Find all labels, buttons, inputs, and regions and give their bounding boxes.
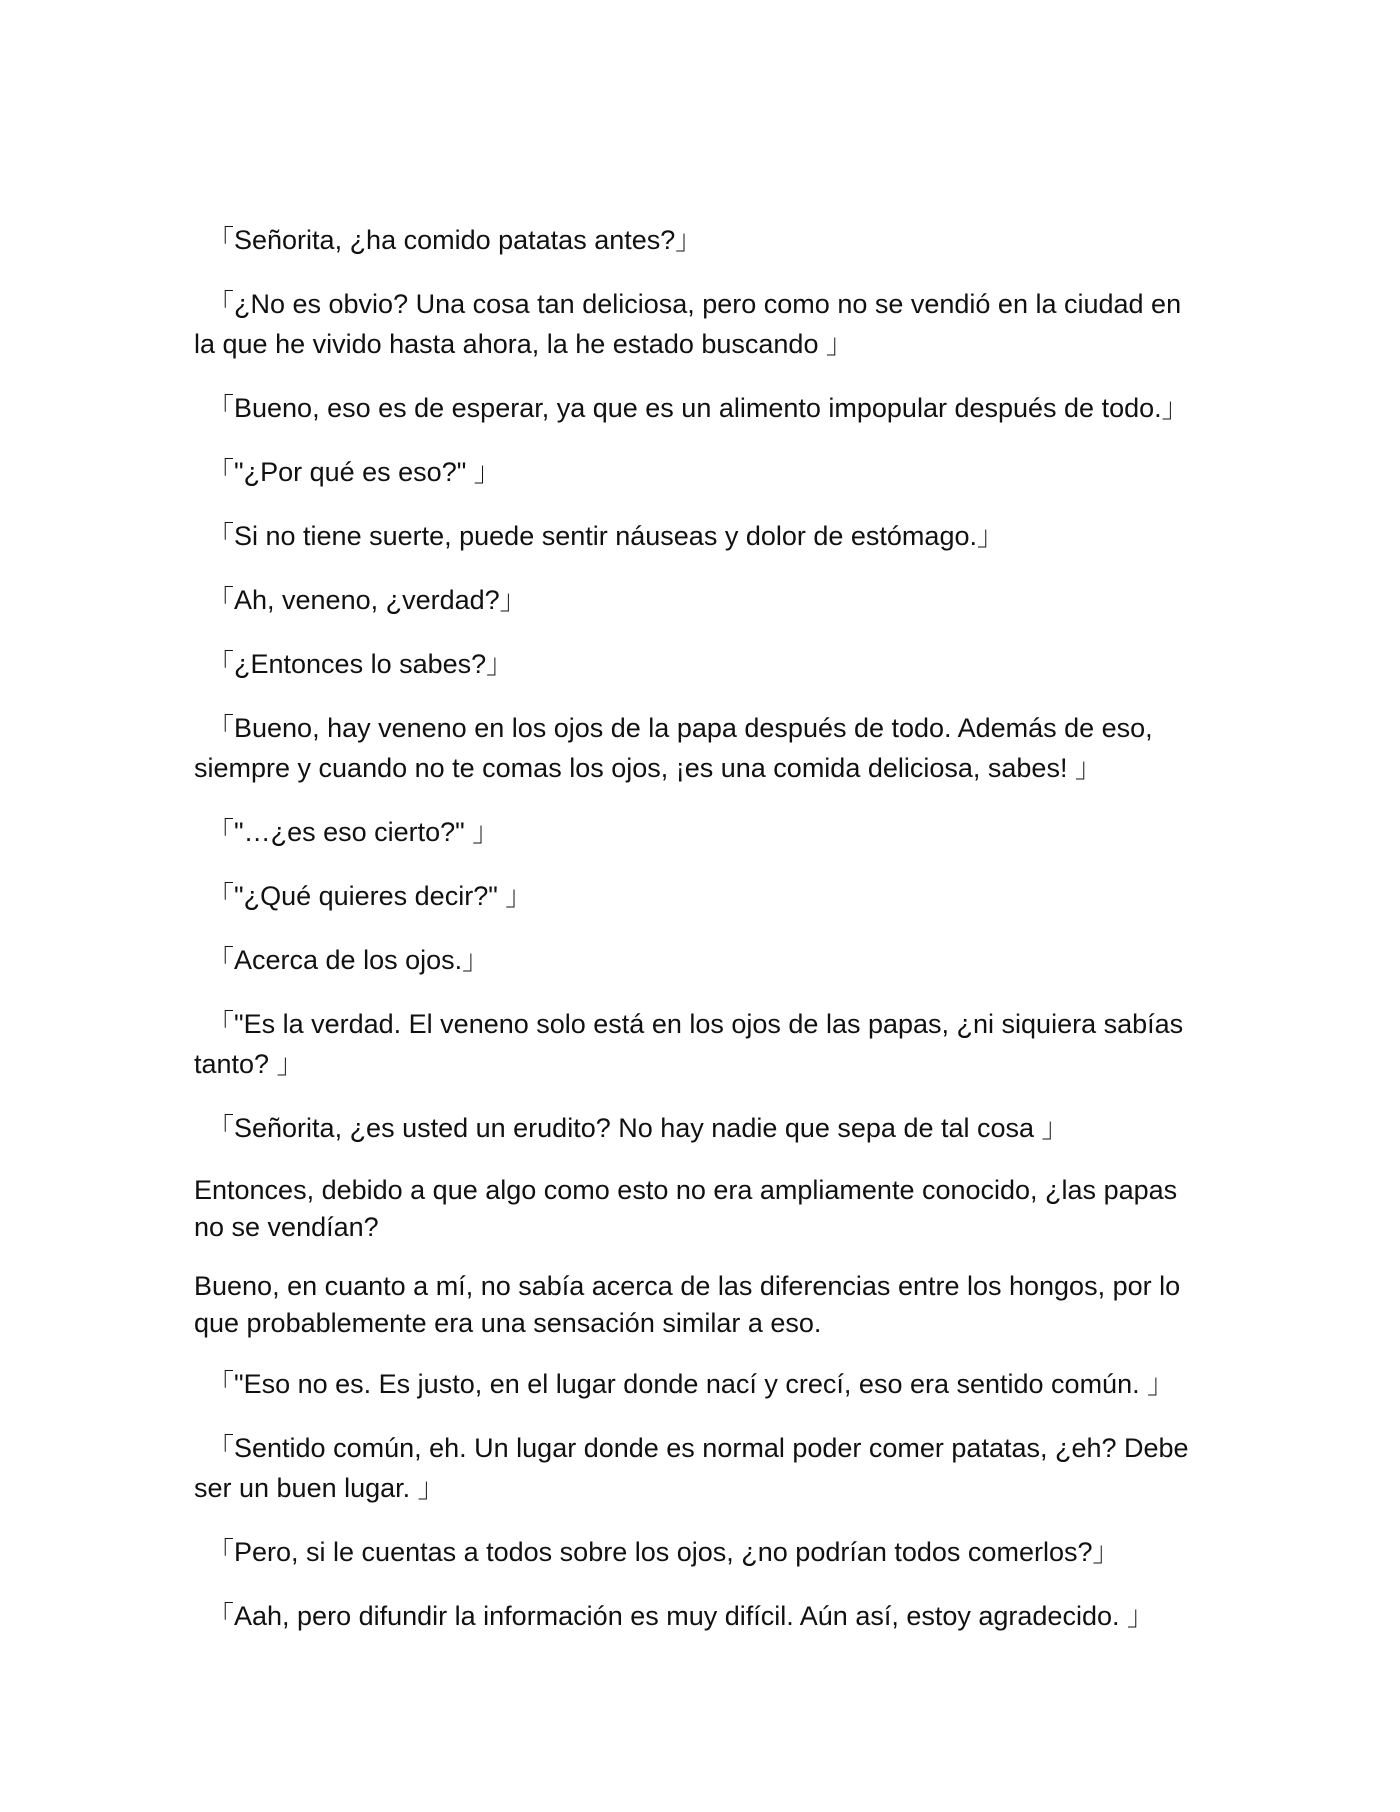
dialogue-paragraph: 「Pero, si le cuentas a todos sobre los ojos, ¿no podrían todos comerlos?」 — [207, 1537, 1120, 1567]
dialogue-paragraph: 「"¿Qué quieres decir?" 」 — [207, 881, 533, 911]
dialogue-paragraph: 「¿No es obvio? Una cosa tan deliciosa, pero como no se vendió en la ciudad en la que he vivido hasta ahora, la he estado buscando 」 — [194, 289, 1182, 359]
dialogue-paragraph: 「Acerca de los ojos.」 — [207, 945, 490, 975]
dialogue-paragraph: 「Ah, veneno, ¿verdad?」 — [207, 585, 527, 615]
dialogue-paragraph: 「Bueno, eso es de esperar, ya que es un alimento impopular después de todo.」 — [207, 393, 1189, 423]
dialogue-paragraph: 「Si no tiene suerte, puede sentir náuseas y dolor de estómago.」 — [207, 521, 1004, 551]
dialogue-paragraph: 「Bueno, hay veneno en los ojos de la papa después de todo. Además de eso, siempre y cuando no te comas los ojos, ¡es una comida deliciosa, sabes! 」 — [194, 713, 1153, 783]
dialogue-paragraph: 「"¿Por qué es eso?" 」 — [207, 457, 501, 487]
dialogue-paragraph: 「"Eso no es. Es justo, en el lugar donde nací y crecí, eso era sentido común. 」 — [207, 1369, 1175, 1399]
dialogue-paragraph: 「Señorita, ¿ha comido patatas antes?」 — [207, 225, 703, 255]
text-column — [194, 220, 1204, 1660]
narration-paragraph: Bueno, en cuanto a mí, no sabía acerca de las diferencias entre los hongos, por lo que probablemente era una sensación similar a eso. — [194, 1271, 1181, 1338]
dialogue-paragraph: 「¿Entonces lo sabes?」 — [207, 649, 514, 679]
dialogue-paragraph: 「Sentido común, eh. Un lugar donde es normal poder comer patatas, ¿eh? Debe ser un buen lugar. 」 — [194, 1433, 1189, 1503]
narration-paragraph: Entonces, debido a que algo como esto no era ampliamente conocido, ¿las papas no se vendían? — [194, 1175, 1178, 1242]
dialogue-paragraph: 「Aah, pero difundir la información es muy difícil. Aún así, estoy agradecido. 」 — [207, 1601, 1154, 1631]
dialogue-paragraph: 「"…¿es eso cierto?" 」 — [207, 817, 500, 847]
dialogue-paragraph: 「"Es la verdad. El veneno solo está en los ojos de las papas, ¿ni siquiera sabías tanto? 」 — [194, 1009, 1184, 1079]
dialogue-paragraph: 「Señorita, ¿es usted un erudito? No hay nadie que sepa de tal cosa 」 — [207, 1113, 1069, 1143]
